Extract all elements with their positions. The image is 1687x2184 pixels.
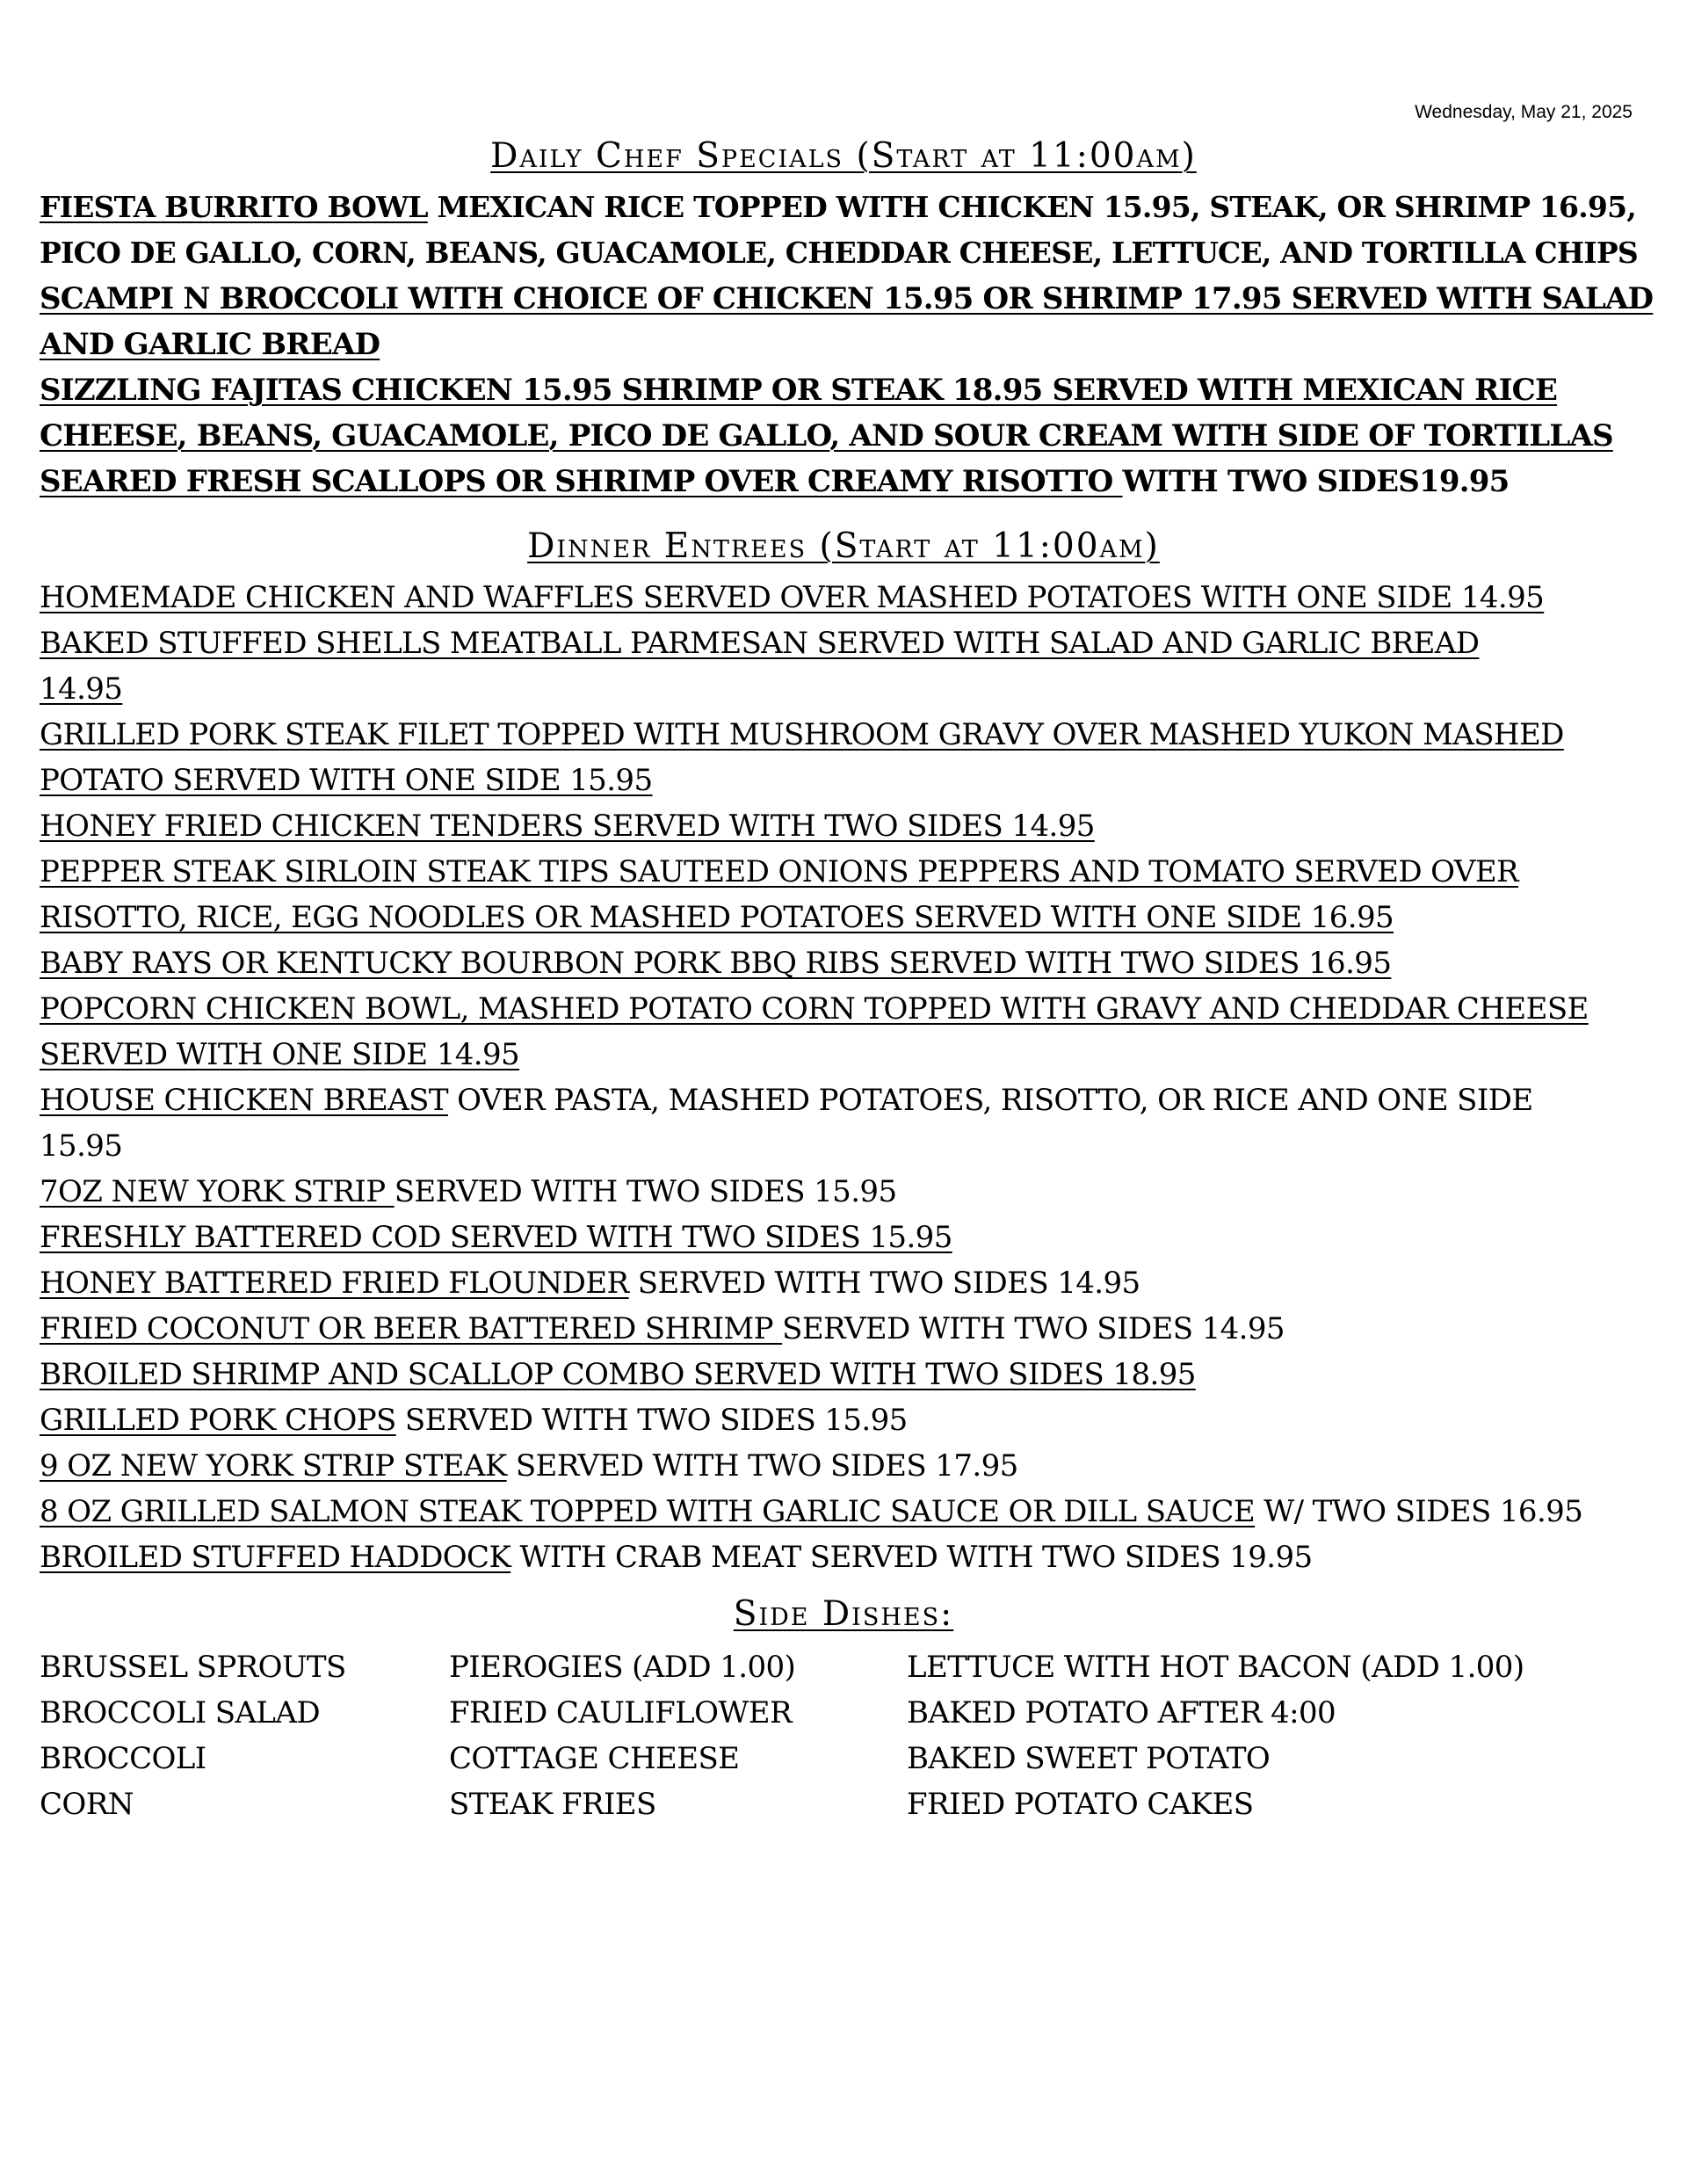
sides-heading: Side Dishes: bbox=[733, 1594, 954, 1634]
menu-text: HONEY BATTERED FRIED FLOUNDER bbox=[40, 1266, 629, 1301]
side-dish-item: COTTAGE CHEESE bbox=[449, 1741, 740, 1776]
specials-heading: Daily Chef Specials (Start at 11:00am) bbox=[490, 136, 1197, 176]
entree-line bbox=[40, 1352, 1656, 1397]
side-dish-item: BAKED SWEET POTATO bbox=[907, 1741, 1271, 1776]
entrees-list bbox=[40, 575, 1656, 1580]
side-dish-item: BRUSSEL SPROUTS bbox=[40, 1650, 346, 1685]
side-dish-item: CORN bbox=[40, 1787, 134, 1822]
special-line bbox=[40, 230, 1656, 276]
entree-line bbox=[40, 758, 1656, 803]
entree-line bbox=[40, 666, 1656, 712]
menu-text: FIESTA BURRITO BOWL bbox=[40, 190, 428, 224]
menu-text: SCAMPI N BROCCOLI WITH CHOICE OF CHICKEN 15.95 OR SHRIMP 17.95 SERVED WITH SALAD bbox=[40, 281, 1654, 316]
side-dish-item: FRIED POTATO CAKES bbox=[907, 1787, 1254, 1822]
entree-line bbox=[40, 1032, 1656, 1077]
entree-line bbox=[40, 895, 1656, 940]
side-dishes-grid bbox=[40, 1644, 1656, 1827]
menu-text: 9 OZ NEW YORK STRIP STEAK bbox=[40, 1448, 507, 1484]
side-dish-row bbox=[40, 1644, 1656, 1690]
menu-text: SEARED FRESH SCALLOPS OR SHRIMP OVER CREAMY RISOTTO bbox=[40, 464, 1123, 499]
special-line bbox=[40, 367, 1656, 413]
entree-line bbox=[40, 1306, 1656, 1352]
special-line bbox=[40, 459, 1656, 504]
menu-text: FRIED COCONUT OR BEER BATTERED SHRIMP bbox=[40, 1311, 783, 1346]
menu-text: PEPPER STEAK SIRLOIN STEAK TIPS SAUTEED ONIONS PEPPERS AND TOMATO SERVED OVER bbox=[40, 854, 1519, 889]
entree-line bbox=[40, 1260, 1656, 1306]
menu-text: POTATO SERVED WITH ONE SIDE 15.95 bbox=[40, 763, 653, 798]
menu-text: BROILED SHRIMP AND SCALLOP COMBO SERVED WITH TWO SIDES 18.95 bbox=[40, 1357, 1196, 1392]
special-line bbox=[40, 413, 1656, 459]
menu-text: WITH CRAB MEAT SERVED WITH TWO SIDES 19.95 bbox=[510, 1540, 1313, 1575]
menu-text: AND GARLIC BREAD bbox=[40, 327, 380, 362]
specials-list bbox=[40, 185, 1656, 504]
entree-line bbox=[40, 986, 1656, 1032]
menu-text: GRILLED PORK STEAK FILET TOPPED WITH MUSHROOM GRAVY OVER MASHED YUKON MASHED bbox=[40, 717, 1564, 752]
menu-text: POPCORN CHICKEN BOWL, MASHED POTATO CORN TOPPED WITH GRAVY AND CHEDDAR CHEESE bbox=[40, 991, 1589, 1027]
menu-text: 15.95 bbox=[40, 1128, 123, 1164]
entree-line bbox=[40, 1443, 1656, 1489]
menu-text: SERVED WITH ONE SIDE 14.95 bbox=[40, 1037, 520, 1072]
menu-text: FRESHLY BATTERED COD SERVED WITH TWO SIDES 15.95 bbox=[40, 1220, 952, 1255]
menu-text: BAKED STUFFED SHELLS MEATBALL PARMESAN SERVED WITH SALAD AND GARLIC BREAD bbox=[40, 626, 1480, 661]
entree-line bbox=[40, 575, 1656, 620]
entree-line bbox=[40, 1077, 1656, 1123]
menu-text: W/ TWO SIDES 16.95 bbox=[1255, 1494, 1583, 1529]
menu-text: BROILED STUFFED HADDOCK bbox=[40, 1540, 511, 1575]
side-dish-row bbox=[40, 1781, 1656, 1827]
menu-text: 7OZ NEW YORK STRIP bbox=[40, 1174, 395, 1209]
menu-text: SERVED WITH TWO SIDES 14.95 bbox=[628, 1266, 1140, 1301]
entree-line bbox=[40, 849, 1656, 895]
entree-line bbox=[40, 1215, 1656, 1260]
menu-text: WITH TWO SIDES19.95 bbox=[1122, 464, 1510, 499]
entree-line bbox=[40, 712, 1656, 758]
menu-text: CHEESE, BEANS, GUACAMOLE, PICO DE GALLO, AND SOUR CREAM WITH SIDE OF TORTILLAS bbox=[40, 418, 1613, 453]
side-dish-item: BROCCOLI bbox=[40, 1741, 206, 1776]
side-dish-row bbox=[40, 1736, 1656, 1781]
menu-text: SERVED WITH TWO SIDES 15.95 bbox=[394, 1174, 897, 1209]
special-line bbox=[40, 185, 1656, 230]
menu-text: MEXICAN RICE TOPPED WITH CHICKEN 15.95, STEAK, OR SHRIMP 16.95, bbox=[427, 190, 1636, 224]
side-dish-row bbox=[40, 1690, 1656, 1736]
side-dish-item: BROCCOLI SALAD bbox=[40, 1695, 321, 1731]
side-dish-item: LETTUCE WITH HOT BACON (ADD 1.00) bbox=[907, 1650, 1524, 1685]
menu-text: SERVED WITH TWO SIDES 17.95 bbox=[506, 1448, 1018, 1484]
entree-line bbox=[40, 803, 1656, 849]
entree-line bbox=[40, 1169, 1656, 1215]
menu-text: PICO DE GALLO, CORN, BEANS, GUACAMOLE, CHEDDAR CHEESE, LETTUCE, AND TORTILLA CHIPS bbox=[40, 236, 1638, 270]
side-dish-item: PIEROGIES (ADD 1.00) bbox=[449, 1650, 796, 1685]
entree-line bbox=[40, 1397, 1656, 1443]
menu-text: HOUSE CHICKEN BREAST bbox=[40, 1083, 448, 1118]
menu-text: GRILLED PORK CHOPS bbox=[40, 1403, 396, 1438]
menu-text: 8 OZ GRILLED SALMON STEAK TOPPED WITH GARLIC SAUCE OR DILL SAUCE bbox=[40, 1494, 1256, 1529]
special-line bbox=[40, 322, 1656, 367]
entrees-heading: Dinner Entrees (Start at 11:00am) bbox=[527, 526, 1160, 566]
menu-text: 14.95 bbox=[40, 671, 123, 707]
entree-line bbox=[40, 940, 1656, 986]
entree-line bbox=[40, 1489, 1656, 1535]
menu-text: SIZZLING FAJITAS CHICKEN 15.95 SHRIMP OR STEAK 18.95 SERVED WITH MEXICAN RICE bbox=[40, 373, 1558, 408]
menu-text: HOMEMADE CHICKEN AND WAFFLES SERVED OVER MASHED POTATOES WITH ONE SIDE 14.95 bbox=[40, 580, 1545, 615]
side-dish-item: FRIED CAULIFLOWER bbox=[449, 1695, 792, 1731]
menu-text: OVER PASTA, MASHED POTATOES, RISOTTO, OR RICE AND ONE SIDE bbox=[447, 1083, 1533, 1118]
side-dish-item: BAKED POTATO AFTER 4:00 bbox=[907, 1695, 1336, 1731]
entree-line bbox=[40, 1123, 1656, 1169]
entree-line bbox=[40, 1535, 1656, 1580]
side-dish-item: STEAK FRIES bbox=[449, 1787, 656, 1822]
entree-line bbox=[40, 620, 1656, 666]
menu-date: Wednesday, May 21, 2025 bbox=[1415, 102, 1633, 122]
menu-text: RISOTTO, RICE, EGG NOODLES OR MASHED POTATOES SERVED WITH ONE SIDE 16.95 bbox=[40, 900, 1394, 935]
menu-text: SERVED WITH TWO SIDES 14.95 bbox=[782, 1311, 1285, 1346]
menu-text: HONEY FRIED CHICKEN TENDERS SERVED WITH TWO SIDES 14.95 bbox=[40, 809, 1095, 844]
menu-text: SERVED WITH TWO SIDES 15.95 bbox=[395, 1403, 908, 1438]
special-line bbox=[40, 276, 1656, 322]
menu-text: BABY RAYS OR KENTUCKY BOURBON PORK BBQ RIBS SERVED WITH TWO SIDES 16.95 bbox=[40, 946, 1392, 981]
